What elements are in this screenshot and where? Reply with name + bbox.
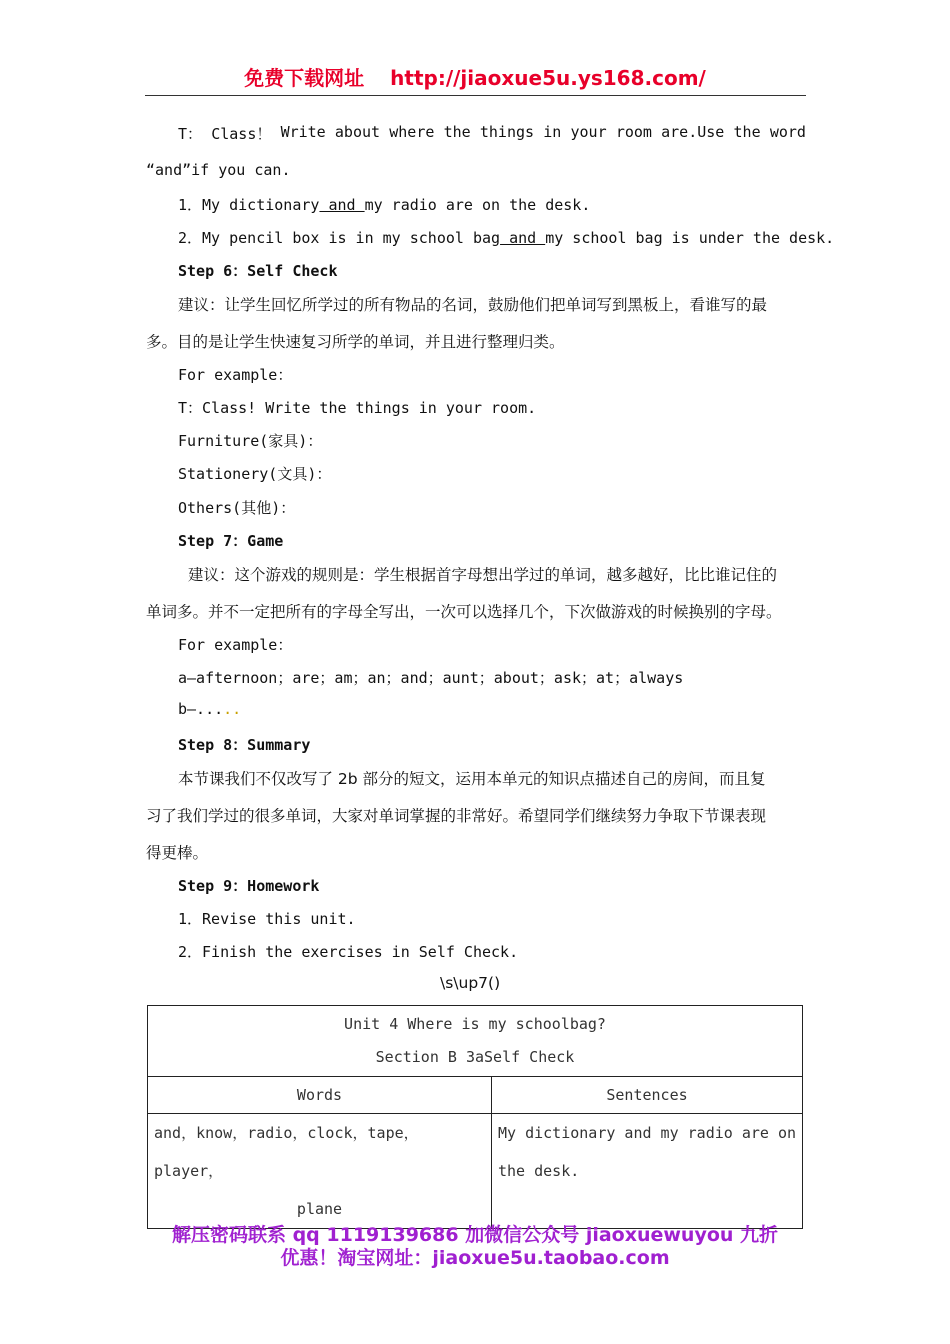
instruction-word: are.Use <box>661 123 725 141</box>
instruction-word: T： <box>178 125 203 143</box>
example-2-blank: and <box>500 229 546 247</box>
teacher-class-line: T：Class! Write the things in your room. <box>178 399 537 417</box>
homework-item-2: 2．Finish the exercises in Self Check. <box>178 943 519 961</box>
furniture-line: Furniture(家具)： <box>178 432 323 450</box>
instruction-word: the <box>443 123 471 141</box>
step-9-heading: Step 9：Homework <box>178 877 320 895</box>
stationery-line: Stationery(文具)： <box>178 465 332 483</box>
words-cell <box>148 1114 492 1229</box>
instruction-word: the <box>733 123 761 141</box>
step-7-paragraph-line-2: 单词多。并不一定把所有的字母全写出，一次可以选择几个，下次做游戏的时候换别的字母。 <box>146 603 782 621</box>
example-2-end: my school bag is under the desk. <box>545 229 835 247</box>
sentences-line-2: the desk. <box>498 1162 580 1180</box>
instruction-word: Class！ <box>211 125 272 143</box>
for-example-label-2: For example： <box>178 636 293 654</box>
homework-item-1: 1．Revise this unit. <box>178 910 356 928</box>
step-8-heading: Step 8：Summary <box>178 736 311 754</box>
letter-b-words <box>178 700 241 718</box>
words-line-1: and，know，radio，clock，tape，player， <box>154 1124 419 1180</box>
instruction-word: things <box>479 123 535 141</box>
instruction-word: in <box>543 123 562 141</box>
summary-table <box>147 1005 803 1229</box>
instruction-word: word <box>769 123 806 141</box>
step-6-paragraph-line-1: 建议：让学生回忆所学过的所有物品的名词，鼓励他们把单词写到黑板上，看谁写的最 <box>178 296 768 314</box>
example-1-blank: and <box>319 196 365 214</box>
table-title-cell <box>148 1006 803 1077</box>
teacher-instruction-line-2: “and”if you can. <box>146 161 291 179</box>
step-8-paragraph-line-1: 本节课我们不仅改写了 2b 部分的短文，运用本单元的知识点描述自己的房间，而且复 <box>178 770 766 788</box>
sentences-line-1: My dictionary and my radio are on <box>498 1124 797 1142</box>
instruction-word: room <box>615 123 652 141</box>
header-url-link[interactable]: http://jiaoxue5u.ys168.com/ <box>390 66 706 90</box>
example-1-start: 1．My dictionary <box>178 196 320 214</box>
example-1-end: my radio are on the desk. <box>364 196 591 214</box>
table-title-section: Section B 3aSelf Check <box>375 1048 575 1066</box>
step-7-heading: Step 7：Game <box>178 532 284 550</box>
example-sentence-2 <box>178 227 834 248</box>
step-8-paragraph-line-2: 习了我们学过的很多单词，大家对单词掌握的非常好。希望同学们继续努力争取下节课表现 <box>146 807 767 825</box>
letter-b-dots: .. <box>223 700 242 718</box>
step-8-paragraph-line-3: 得更棒。 <box>146 844 209 862</box>
header-label: 免费下载网址 <box>244 66 365 90</box>
step-7-paragraph-line-1: 建议：这个游戏的规则是：学生根据首字母想出学过的单词，越多越好，比比谁记住的 <box>188 566 778 584</box>
instruction-word: where <box>389 123 435 141</box>
example-sentence-1 <box>178 194 590 215</box>
column-header-words: Words <box>148 1077 492 1114</box>
example-2-start: 2．My pencil box is in my school bag <box>178 229 501 247</box>
for-example-label-1: For example： <box>178 366 293 384</box>
footer-line-1: 解压密码联系 qq 1119139686 加微信公众号 jiaoxuewuyou 九折 <box>171 1224 779 1246</box>
instruction-word: Write <box>280 123 326 141</box>
step-6-paragraph-line-2: 多。目的是让学生快速复习所学的单词，并且进行整理归类。 <box>146 333 565 351</box>
header-divider <box>145 95 806 96</box>
words-line-2: plane <box>296 1200 343 1218</box>
page-header <box>145 62 805 91</box>
instruction-word: your <box>570 123 607 141</box>
step-6-heading: Step 6：Self Check <box>178 262 338 280</box>
column-header-sentences: Sentences <box>492 1077 803 1114</box>
instruction-word: about <box>334 123 381 141</box>
letter-a-words: a—afternoon；are；am；an；and；aunt；about；ask；at；always <box>178 669 684 687</box>
field-code-text: \s\up7() <box>440 974 501 992</box>
sentences-cell <box>492 1114 803 1229</box>
others-line: Others(其他)： <box>178 499 296 517</box>
teacher-instruction-line-1 <box>178 123 806 144</box>
letter-b-text: b—... <box>178 700 224 718</box>
table-title-unit: Unit 4 Where is my schoolbag? <box>344 1015 606 1033</box>
footer-line-2: 优惠！淘宝网址：jiaoxue5u.taobao.com <box>280 1247 670 1269</box>
